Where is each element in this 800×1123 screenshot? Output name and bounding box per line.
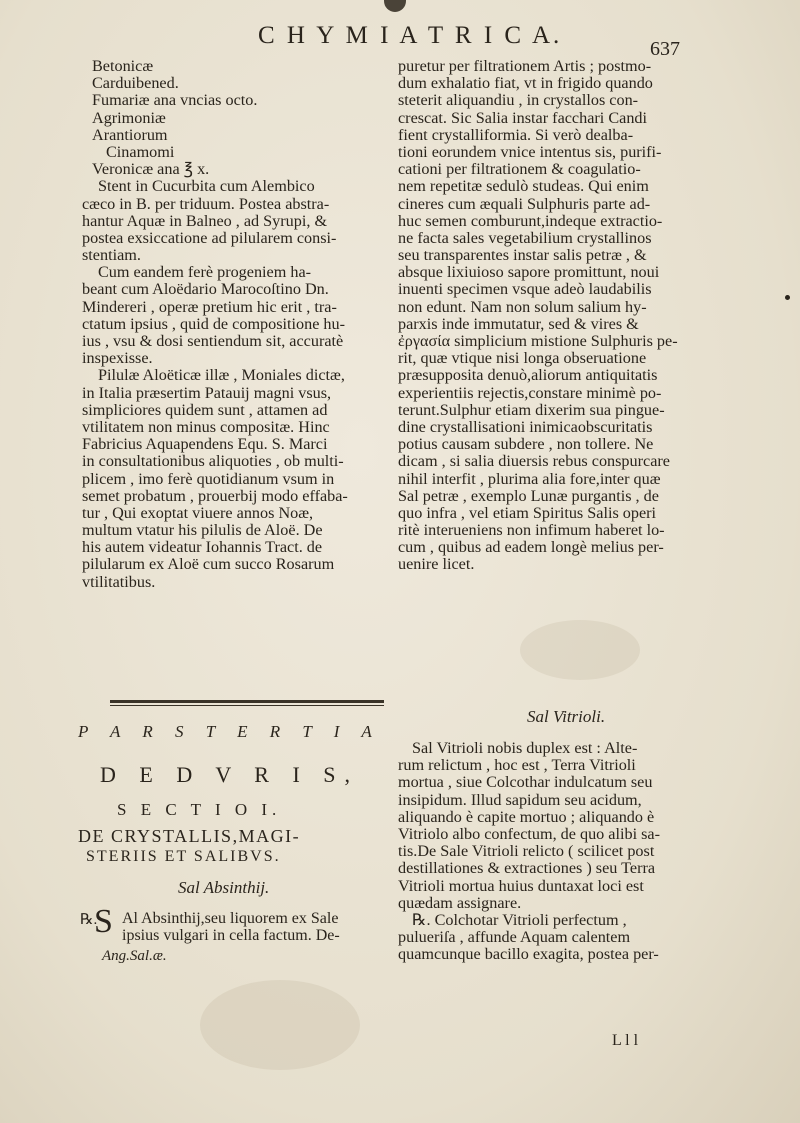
section-heading: D E D V R I S, [100, 762, 360, 787]
text-line: tioni eorundem vnice intentus sis, purifi- [398, 142, 662, 161]
text-line: quo infra , vel etiam Spiritus Salis operi [398, 503, 657, 522]
subheading-absinthij: Sal Absinthij. [178, 878, 270, 897]
page-number: 637 [650, 38, 680, 60]
text-line: cineres cum æquali Sulphuris parte ad- [398, 194, 651, 213]
subheading-vitrioli: Sal Vitrioli. [527, 707, 606, 726]
text-line: multum vtatur his pilulis de Aloë. De [82, 521, 323, 540]
text-line: semet probatum , prouerbij modo effaba- [82, 486, 348, 505]
running-head: C H Y M I A T R I C A. [258, 22, 563, 49]
text-line: dicam , si salia diuersis rebus conspurcare [398, 452, 670, 471]
text-line: vtilitatem non minus compositæ. Hinc [82, 417, 330, 436]
text-line: nem repetitæ sedulò studeas. Qui enim [398, 177, 649, 196]
text-line: mortua , siue Colcothar indulcatum seu [398, 773, 653, 792]
text-line: tis.De Sale Vitrioli relicto ( scilicet post [398, 842, 655, 861]
text-line: crescat. Sic Salia instar facchari Candi [398, 108, 648, 127]
text-line: steterit aliquandiu , in crystallos con- [398, 91, 639, 110]
text-line: terunt.Sulphur etiam dixerim sua pingue- [398, 400, 665, 419]
chapter-heading: DE CRYSTALLIS,MAGI- [78, 826, 301, 846]
ink-spot [785, 295, 790, 300]
recipe-mark: ℞. [80, 912, 98, 928]
text-line: huc semen comburunt,indeque extractio- [398, 211, 663, 230]
chapter-heading-cont: STERIIS ET SALIBVS. [86, 848, 281, 865]
binding-mark [384, 0, 406, 12]
text-line: insipidum. Illud sapidum seu acidum, [398, 790, 642, 809]
left-column [82, 58, 382, 591]
text-line: seu transparentes instar salis petræ , & [398, 246, 647, 265]
text-line: cæco in B. per triduum. Postea abstra- [82, 194, 330, 213]
text-line: Fabricius Aquapendens Equ. S. Marci [82, 435, 328, 454]
page-header [0, 12, 800, 60]
text-line: Al Absinthij,seu liquorem ex Sale [122, 910, 339, 927]
section-rule-thin [110, 705, 384, 706]
sectio-heading: S E C T I O I. [117, 800, 282, 819]
text-line: dine crystallisationi inimicaobscuritatis [398, 417, 653, 436]
text-line: quædam assignare. [398, 893, 522, 912]
text-line: his autem videatur Iohannis Tract. de [82, 538, 323, 557]
text-line: ius , vsu & dosi sentiendum sit, accuratè [82, 332, 344, 350]
text-line: aliquando è capite mortuo ; aliquando è [398, 807, 655, 826]
text-line: pulueriſa , affunde Aquam calentem [398, 928, 631, 947]
text-line: simpliciores quidem sunt , attamen ad [82, 400, 328, 419]
text-line: plicem , imo ferè quotidianum vsum in [82, 469, 335, 488]
text-line: tur , Qui exoptat viuere annos Noæ, [82, 503, 314, 522]
text-line: ne facta sales vegetabilium crystallinos [398, 228, 652, 247]
text-line: cationi per filtrationem & coagulatio- [398, 160, 641, 179]
text-line: hantur Aquæ in Balneo , ad Syrupi, & [82, 211, 328, 230]
absinthij-text [122, 910, 340, 944]
paper-stain [200, 980, 360, 1070]
text-line: inuenti specimen vsque adeò laudabilis [398, 280, 652, 299]
part-title: P A R S T E R T I A [78, 722, 381, 741]
text-line: stentiam. [82, 246, 141, 265]
text-line: absque lixiuioso sapore promittunt, noui [398, 263, 660, 282]
text-line: experientiis rejectis,constare minimè po- [398, 383, 662, 402]
vitrioli-column [398, 740, 746, 963]
text-line: puretur per filtrationem Artis ; postmo- [398, 57, 652, 75]
section-rule [110, 700, 384, 703]
text-line: nihil interfit , plurima alia fore,inter quæ [398, 469, 661, 488]
text-line: Cinamomi [106, 142, 175, 161]
text-line: in Italia præsertim Patauij magni vsus, [82, 383, 332, 402]
text-line: Stent in Cucurbita cum Alembico [98, 177, 315, 196]
text-line: in consultationibus aliquoties , ob multi- [82, 452, 344, 471]
text-line: ipsius vulgari in cella factum. De- [122, 927, 340, 945]
text-line: Carduibened. [92, 74, 179, 93]
text-line: Fumariæ ana vncias octo. [92, 91, 258, 110]
text-line: inspexisse. [82, 349, 153, 368]
text-line: ritè interueniens non infimum haberet lo- [398, 521, 665, 540]
text-line: dum exhalatio fiat, vt in frigido quando [398, 74, 653, 93]
text-line: beant cum Aloëdario Marocoſtino Dn. [82, 280, 329, 299]
text-line: Vitriolo albo confectum, de quo alibi sa- [398, 824, 661, 843]
catchword: Ang.Sal.æ. [102, 948, 167, 964]
text-line: pilularum ex Aloë cum succo Rosarum [82, 555, 335, 574]
text-line: Sal petræ , exemplo Lunæ purgantis , de [398, 486, 659, 505]
text-line: Sal Vitrioli nobis duplex est : Alte- [412, 739, 638, 757]
text-line: postea exsiccatione ad pilularem consi- [82, 228, 337, 247]
text-line: Mindereri , operæ pretium hic erit , tra- [82, 297, 337, 316]
text-line: parxis inde immutatur, sed & vires & [398, 314, 639, 333]
text-line: ctatum ipsius , quid de compositione hu- [82, 314, 346, 333]
text-line: potius causam subdere , non tollere. Ne [398, 435, 654, 454]
text-line: Pilulæ Aloëticæ illæ , Moniales dictæ, [98, 366, 345, 385]
signature-mark: L l l [612, 1032, 639, 1049]
text-line: non edunt. Nam non solum salium hy- [398, 297, 647, 316]
text-line: uenire licet. [398, 555, 475, 574]
text-line: rum relictum , hoc est , Terra Vitrioli [398, 756, 636, 775]
text-line: Arantiorum [92, 125, 168, 144]
text-line: Vitrioli mortua huius duntaxat loci est [398, 876, 644, 895]
text-line: ℞. Colchotar Vitrioli perfectum , [412, 910, 627, 929]
text-line: Agrimoniæ [92, 108, 166, 127]
right-column [398, 58, 746, 574]
text-line: fient crystalliformia. Si verò dealba- [398, 125, 634, 144]
text-line: Cum eandem ferè progeniem ha- [98, 263, 312, 282]
text-line: cum , quibus ad eadem longè melius per- [398, 538, 664, 557]
text-line: Betonicæ [92, 57, 154, 75]
text-line: destillationes & extractiones ) seu Terra [398, 859, 656, 878]
text-line: Veronicæ ana ℥ x. [92, 160, 210, 179]
drop-cap: S [94, 903, 113, 940]
paper-stain [520, 620, 640, 680]
text-line: ἐργασία simplicium mistione Sulphuris pe- [398, 332, 678, 350]
text-line: rit, quæ vtique nisi longa obseruatione [398, 349, 647, 368]
text-line: quamcunque bacillo exagita, postea per- [398, 945, 659, 964]
text-line: præsupposita denuò,aliorum antiquitatis [398, 366, 658, 385]
text-line: vtilitatibus. [82, 572, 156, 591]
